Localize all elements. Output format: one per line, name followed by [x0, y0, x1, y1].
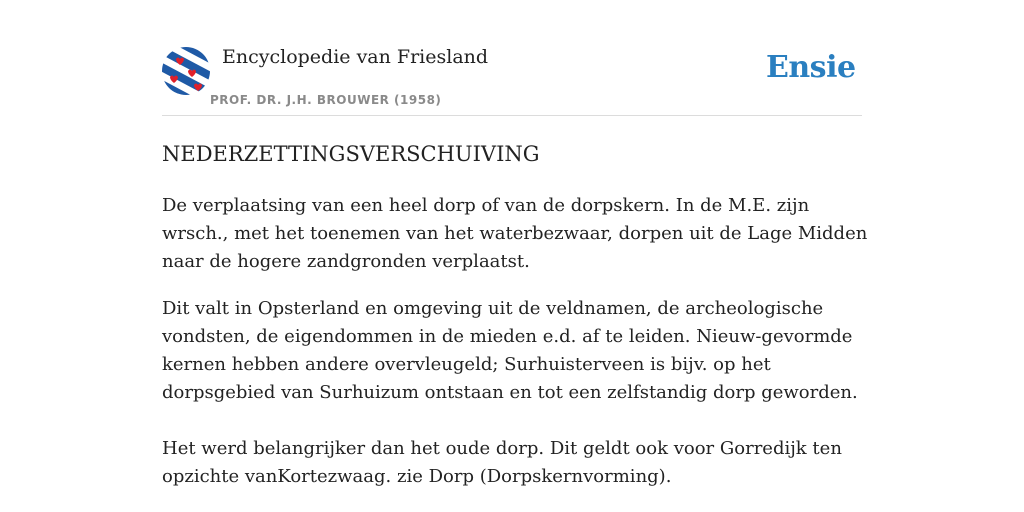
paragraph-1: De verplaatsing van een heel dorp of van de dorpskern. In de M.E. zijn wrsch., met het toenemen van het waterbezwaar, dorpen uit de Lage Midden naar de hogere zandgronden verplaatst.	[162, 195, 868, 272]
header-divider	[162, 115, 862, 116]
paragraph-3: Het werd belangrijker dan het oude dorp. Dit geldt ook voor Gorredijk ten opzichte vanKortezwaag. zie Dorp (Dorpskernvorming).	[162, 438, 842, 487]
site-subtitle: PROF. DR. J.H. BROUWER (1958)	[210, 93, 442, 107]
entry-title: NEDERZETTINGSVERSCHUIVING	[162, 142, 540, 166]
site-title[interactable]: Encyclopedie van Friesland	[222, 46, 489, 68]
frisian-flag-icon[interactable]	[162, 47, 210, 95]
paragraph-2: Dit valt in Opsterland en omgeving uit de veldnamen, de archeologische vondsten, de eigendommen in de mieden e.d. af te leiden. Nieuw-gevormde kernen hebben andere overvleugeld; Surhuisterveen is bijv. op het dorpsgebied van Surhuizum ontstaan en tot een zelfstandig dorp geworden.	[162, 298, 858, 403]
brand-logo[interactable]: Ensie	[766, 50, 856, 85]
